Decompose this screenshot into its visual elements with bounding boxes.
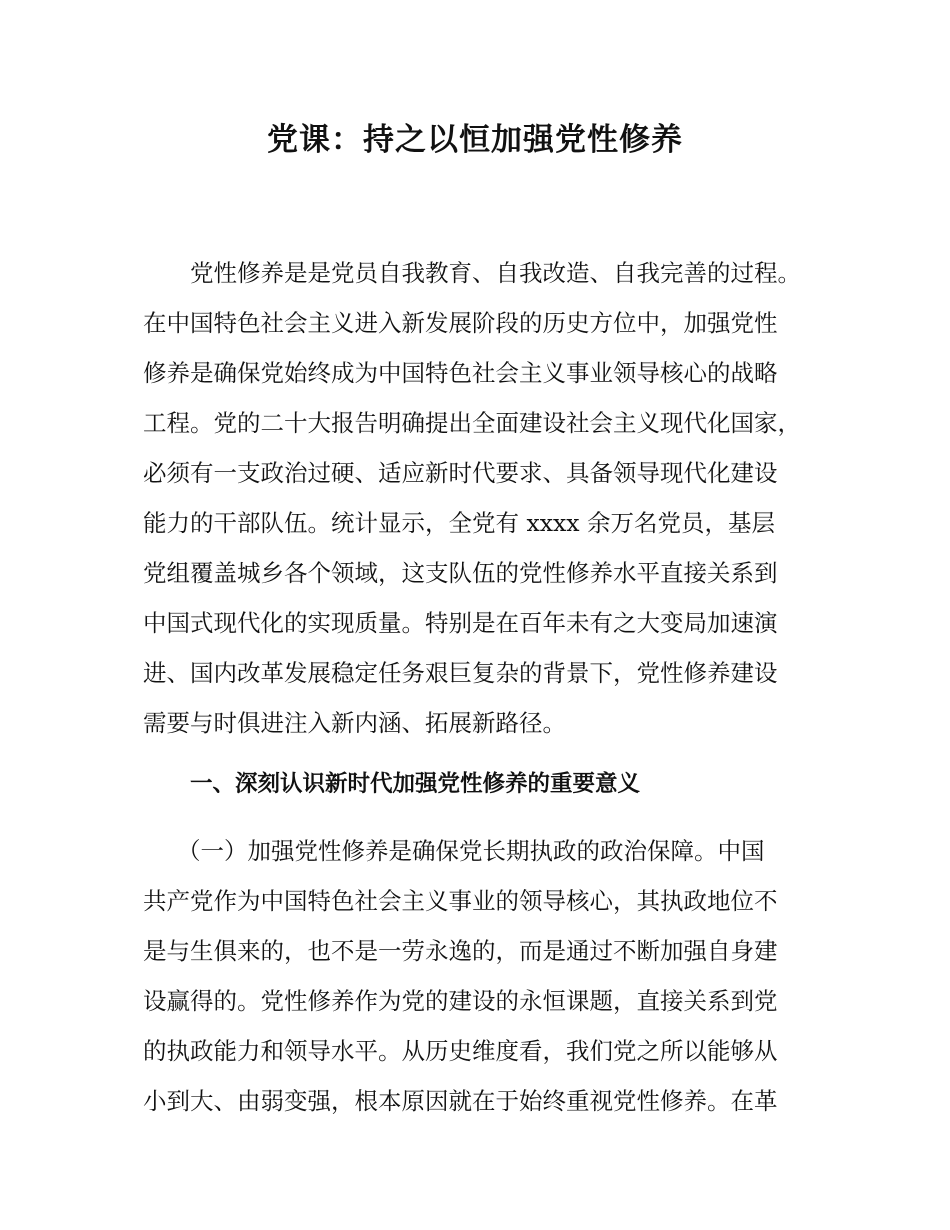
paragraph-line: 是与生俱来的，也不是一劳永逸的，而是通过不断加强自身建 bbox=[143, 937, 778, 965]
paragraph-line: 在中国特色社会主义进入新发展阶段的历史方位中，加强党性 bbox=[143, 309, 778, 337]
paragraph-line: 共产党作为中国特色社会主义事业的领导核心，其执政地位不 bbox=[143, 887, 778, 915]
document-title: 党课：持之以恒加强党性修养 bbox=[267, 122, 683, 158]
paragraph-line: 设赢得的。党性修养作为党的建设的永恒课题，直接关系到党 bbox=[143, 987, 778, 1015]
paragraph-line: 需要与时俱进注入新内涵、拓展新路径。 bbox=[143, 709, 566, 737]
paragraph-line: 小到大、由弱变强，根本原因就在于始终重视党性修养。在革 bbox=[143, 1087, 778, 1115]
paragraph-line: 进、国内改革发展稳定任务艰巨复杂的背景下，党性修养建设 bbox=[143, 659, 778, 687]
section-heading: 一、深刻认识新时代加强党性修养的重要意义 bbox=[190, 771, 641, 797]
paragraph-line: 工程。党的二十大报告明确提出全面建设社会主义现代化国家， bbox=[143, 409, 801, 437]
paragraph-line: 中国式现代化的实现质量。特别是在百年未有之大变局加速演 bbox=[143, 609, 778, 637]
paragraph-line: 必须有一支政治过硬、适应新时代要求、具备领导现代化建设 bbox=[143, 459, 778, 487]
paragraph-line: （一）加强党性修养是确保党长期执政的政治保障。中国 bbox=[177, 837, 765, 865]
paragraph-line: 的执政能力和领导水平。从历史维度看，我们党之所以能够从 bbox=[143, 1037, 778, 1065]
paragraph-line: 党组覆盖城乡各个领域，这支队伍的党性修养水平直接关系到 bbox=[143, 559, 778, 587]
paragraph-line: 修养是确保党始终成为中国特色社会主义事业领导核心的战略 bbox=[143, 359, 778, 387]
paragraph-line: 能力的干部队伍。统计显示，全党有 xxxx 余万名党员，基层 bbox=[143, 509, 775, 537]
paragraph-line: 党性修养是是党员自我教育、自我改造、自我完善的过程。 bbox=[190, 259, 801, 287]
